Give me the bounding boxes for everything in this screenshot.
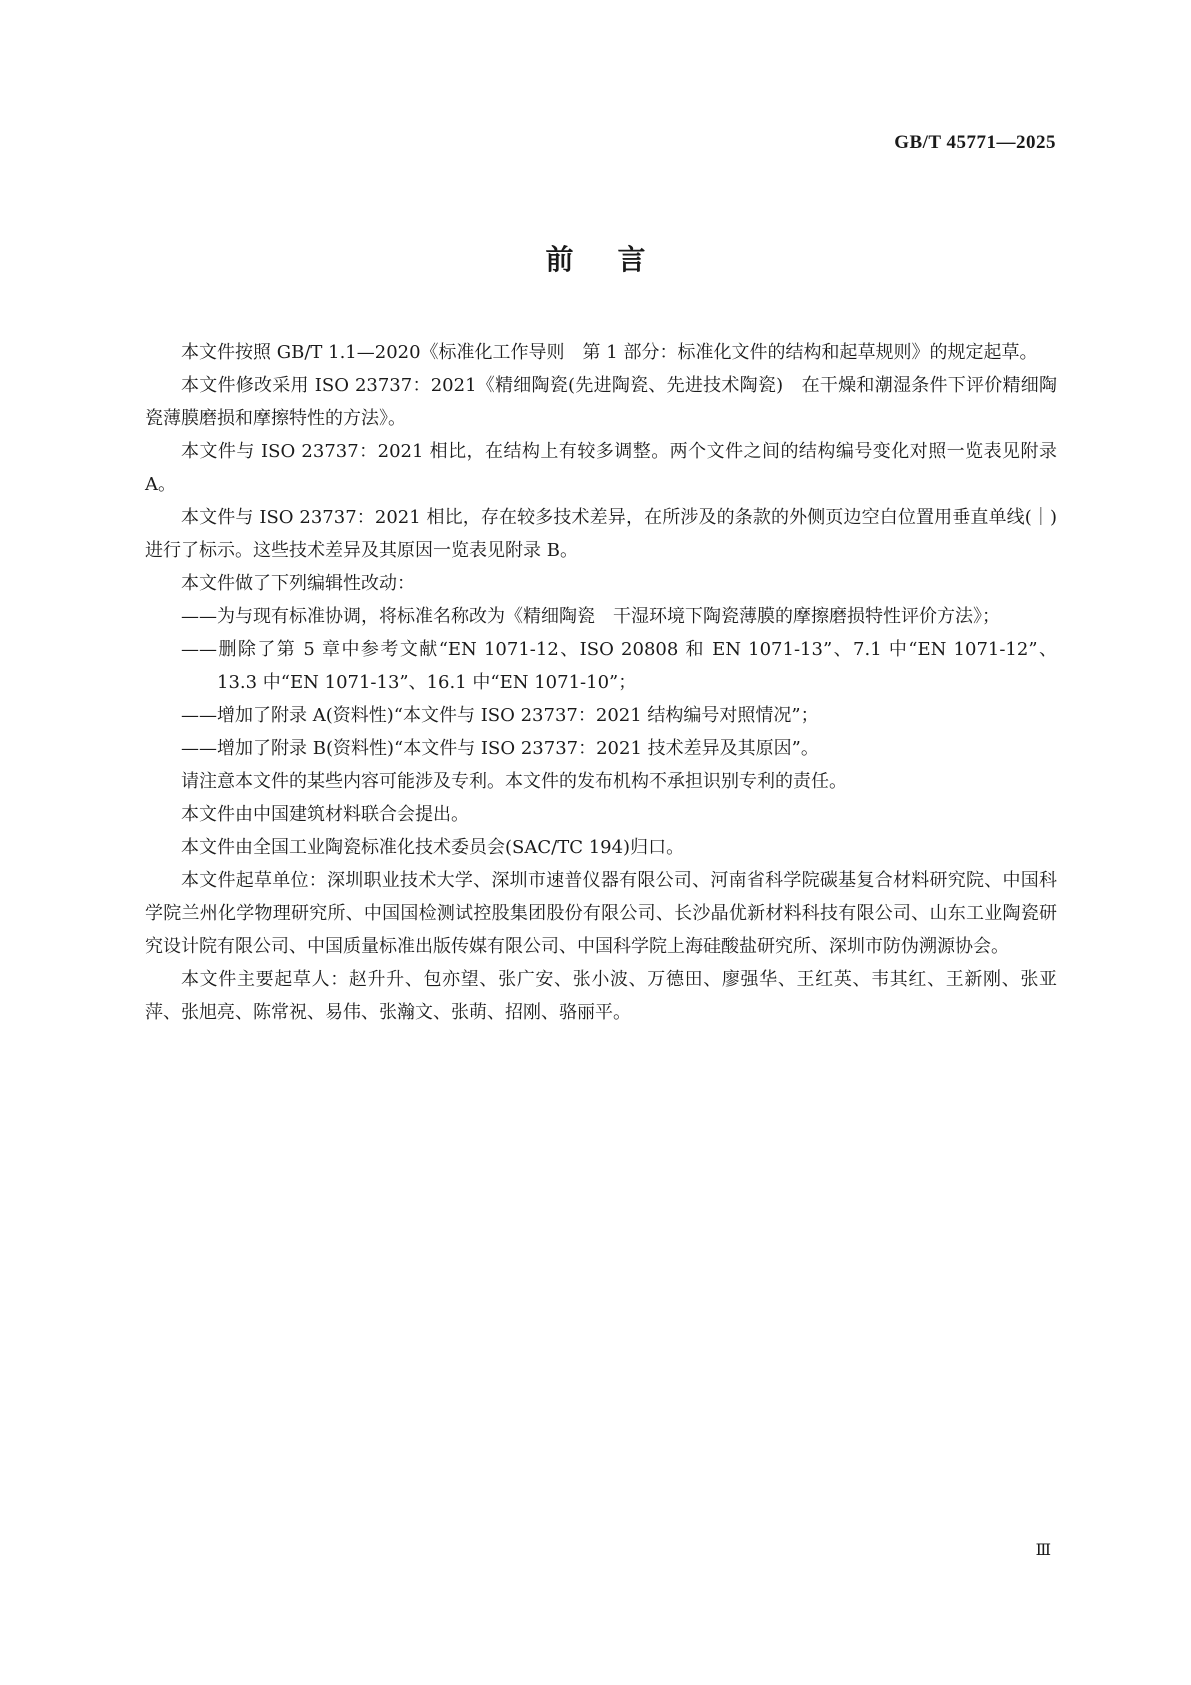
edit-item: ——为与现有标准协调，将标准名称改为《精细陶瓷 干湿环境下陶瓷薄膜的摩擦磨损特性评价方法》； xyxy=(181,606,1000,627)
paragraph-editorial-intro: 本文件做了下列编辑性改动： xyxy=(181,573,415,594)
page-number: Ⅲ xyxy=(1035,1542,1051,1559)
edit-item: ——增加了附录 A(资料性)“本文件与 ISO 23737：2021 结构编号对照情况”； xyxy=(181,705,819,726)
paragraph-adoption: 本文件修改采用 ISO 23737：2021《精细陶瓷(先进陶瓷、先进技术陶瓷) 在干燥和潮湿条件下评价精细陶瓷薄膜磨损和摩擦特性的方法》。 xyxy=(145,375,1057,429)
paragraph-drafters: 本文件主要起草人：赵升升、包亦望、张广安、张小波、万德田、廖强华、王红英、韦其红、王新刚、张亚萍、张旭亮、陈常祝、易伟、张瀚文、张萌、招刚、骆丽平。 xyxy=(145,969,1057,1023)
paragraph-proposer: 本文件由中国建筑材料联合会提出。 xyxy=(181,804,469,825)
foreword-body xyxy=(145,336,1057,1029)
paragraph-structure-changes: 本文件与 ISO 23737：2021 相比，在结构上有较多调整。两个文件之间的结构编号变化对照一览表见附录 A。 xyxy=(145,441,1057,495)
page-title: 前言 xyxy=(545,243,690,276)
standard-code: GB/T 45771—2025 xyxy=(894,132,1056,153)
paragraph-technical-deviations: 本文件与 ISO 23737：2021 相比，存在较多技术差异，在所涉及的条款的外侧页边空白位置用垂直单线(｜)进行了标示。这些技术差异及其原因一览表见附录 B。 xyxy=(145,507,1057,561)
edit-item: ——删除了第 5 章中参考文献“EN 1071-12、ISO 20808 和 EN 1071-13”、7.1 中“EN 1071-12”、13.3 中“EN 1071-13”、16.1 中“EN 1071-10”； xyxy=(181,639,1057,693)
paragraph-patent-notice: 请注意本文件的某些内容可能涉及专利。本文件的发布机构不承担识别专利的责任。 xyxy=(181,771,847,792)
paragraph-drafting-rules: 本文件按照 GB/T 1.1—2020《标准化工作导则 第 1 部分：标准化文件的结构和起草规则》的规定起草。 xyxy=(181,342,1038,363)
paragraph-drafting-units: 本文件起草单位：深圳职业技术大学、深圳市速普仪器有限公司、河南省科学院碳基复合材料研究院、中国科学院兰州化学物理研究所、中国国检测试控股集团股份有限公司、长沙晶优新材料科技有限公司、山东工业陶瓷研究设计院有限公司、中国质量标准出版传媒有限公司、中国科学院上海硅酸盐研究所、深圳市防伪溯源协会。 xyxy=(145,870,1057,957)
edit-item: ——增加了附录 B(资料性)“本文件与 ISO 23737：2021 技术差异及其原因”。 xyxy=(181,738,819,759)
paragraph-committee: 本文件由全国工业陶瓷标准化技术委员会(SAC/TC 194)归口。 xyxy=(181,837,685,858)
